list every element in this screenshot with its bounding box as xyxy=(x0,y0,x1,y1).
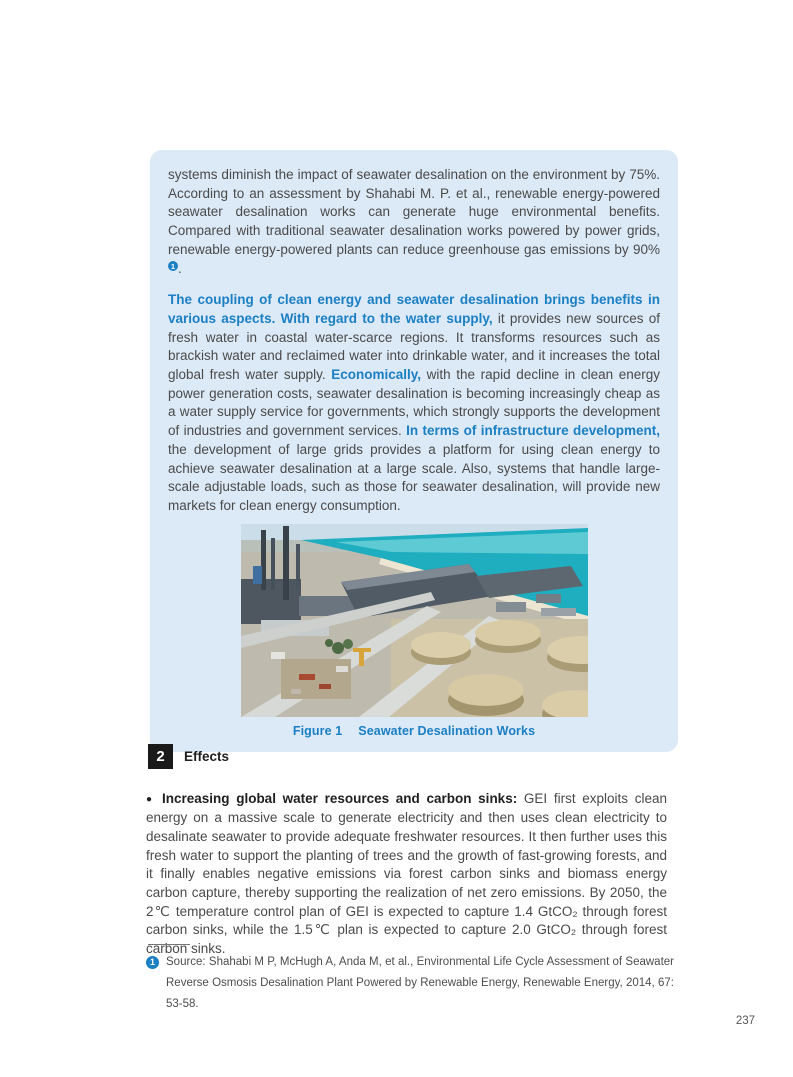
desalination-plant-photo xyxy=(241,524,588,717)
bullet-icon: ● xyxy=(146,793,155,805)
intro-paragraph-text: systems diminish the impact of seawater desalination on the environment by 75%. According to an assessment by Shahabi M. P. et al., renewable energy-powered seawater desalination works can generate huge environmental benefits. Compared with traditional seawater desalination works powered by power grids, renewable energy-powered plants can reduce greenhouse gas emissions by 90% xyxy=(168,167,660,257)
benefits-highlight-3: In terms of infrastructure development, xyxy=(406,423,660,439)
figure-label: Figure 1 xyxy=(292,723,343,738)
figure-caption xyxy=(168,724,660,738)
intro-paragraph xyxy=(168,166,660,278)
figure-block xyxy=(168,524,660,738)
benefits-highlight-1: The coupling of clean energy and seawater desalination brings benefits in various aspects. With regard to the water supply, xyxy=(168,292,660,326)
section-effects-header xyxy=(148,744,229,769)
effects-lead: Increasing global water resources and carbon sinks: xyxy=(161,790,518,806)
intro-paragraph-period: . xyxy=(178,260,182,276)
section-number-badge: 2 xyxy=(148,744,173,769)
footnote-number-icon xyxy=(146,956,159,969)
figure-title: Seawater Desalination Works xyxy=(358,723,536,738)
footnote xyxy=(146,952,674,1015)
effects-body: GEI first exploits clean energy on a massive scale to generate electricity and then uses clean electricity to desalinate seawater to provide adequate freshwater resources. It then further uses this fresh water to support the planting of trees and the growth of fast-growing forests, and it finally enables negative emissions via forest carbon sinks and biomass energy carbon capture, thereby supporting the realization of net zero emissions. By 2050, the 2℃ temperature control plan of GEI is expected to capture 1.4 GtCO₂ through forest carbon sinks, while the 1.5℃ plan is expected to capture 2.0 GtCO₂ through forest carbon sinks. xyxy=(146,790,667,957)
effects-paragraph xyxy=(146,790,667,959)
footnote-number: 1 xyxy=(149,957,155,967)
benefits-text-2: with the rapid decline in clean energy power generation costs, seawater desalination is becoming increasingly cheap as a water supply service for governments, which strongly supports the development of industries and government services. xyxy=(168,367,660,439)
benefits-highlight-2: Economically, xyxy=(331,367,422,383)
benefits-text-1: it provides new sources of fresh water in coastal water-scarce regions. It transforms resources such as brackish water and reclaimed water into drinkable water, and it increases the total global fresh water supply. xyxy=(168,310,660,383)
page-number: 237 xyxy=(735,1015,755,1027)
footnote-divider xyxy=(148,944,190,945)
footnote-ref-number: 1 xyxy=(170,261,176,271)
benefits-paragraph xyxy=(168,291,660,515)
highlight-box xyxy=(150,150,678,752)
benefits-text-3: the development of large grids provides a platform for using clean energy to achieve seawater desalination at a large scale. Also, systems that handle large-scale adjustable loads, such as those for seawater desalination, will provide new markets for clean energy consumption. xyxy=(168,441,660,513)
section-title: Effects xyxy=(184,749,230,764)
footnote-ref-icon xyxy=(168,261,178,271)
footnote-text: Source: Shahabi M P, McHugh A, Anda M, et al., Environmental Life Cycle Assessment of Seawater Reverse Osmosis Desalination Plant Powered by Renewable Energy, Renewable Energy, 2014, 67: 53-58. xyxy=(166,956,674,1010)
